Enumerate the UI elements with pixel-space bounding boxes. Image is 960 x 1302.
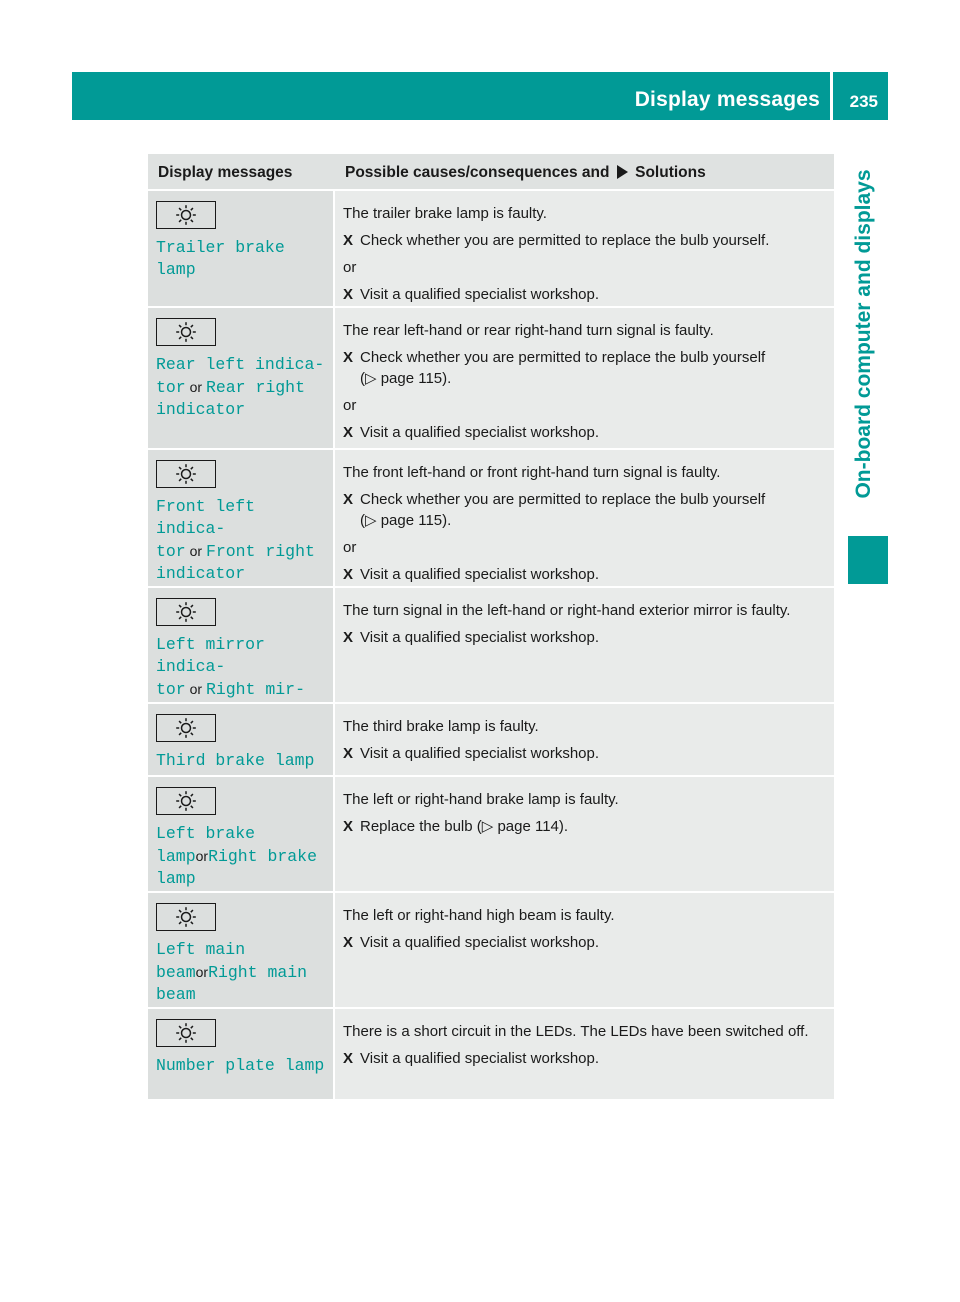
page-title: Display messages [634,88,820,111]
display-message-text: Trailer brake lamp [156,238,285,279]
display-message-line [156,376,333,399]
side-tab [840,140,888,528]
display-message-text: tor [156,542,186,561]
cause-text: or [343,259,357,276]
step-marker-icon: X [343,286,354,303]
display-message-line [156,634,333,678]
solution-cell [335,450,834,586]
header-divider [830,72,833,120]
lamp-symbol-box [156,714,216,742]
display-message-line [156,868,333,890]
solution-step [343,230,826,251]
display-message-line [156,961,333,984]
bulb-icon [175,790,197,812]
solution-step-text: Visit a qualified specialist workshop. [360,424,600,441]
solution-step [343,627,826,648]
bulb-icon [175,601,197,623]
solution-step-text: Visit a qualified specialist workshop. [360,286,600,303]
step-marker-icon: X [343,491,354,508]
solution-step [343,1048,826,1069]
solution-step-text: Check whether you are permitted to replace the bulb yourself. [360,232,770,249]
solution-arrow-icon [617,165,628,179]
solution-step [343,347,826,389]
step-marker-icon: X [343,629,354,646]
lamp-symbol-box [156,460,216,488]
cause-text: There is a short circuit in the LEDs. The LEDs have been switched off. [343,1023,809,1040]
display-message-cell [148,1009,335,1099]
display-message-text: Right main [208,963,308,982]
step-marker-icon: X [343,566,354,583]
solution-step-text: Replace the bulb (▷ page 114). [360,818,569,835]
solution-step-text: Visit a qualified specialist workshop. [360,629,600,646]
step-marker-icon: X [343,745,354,762]
cause-text: The trailer brake lamp is faulty. [343,205,547,222]
display-message-text: Left brake [156,824,256,843]
display-message-line [156,984,333,1006]
display-message-text: Front right [205,542,315,561]
solution-cell [335,588,834,702]
lamp-symbol-box [156,787,216,815]
lamp-symbol-box [156,318,216,346]
bulb-icon [175,906,197,928]
display-message-text: tor [156,680,186,699]
solution-step-body [360,932,599,953]
lamp-symbol-box [156,201,216,229]
display-message-text: Right brake [208,847,317,866]
bulb-icon [175,321,197,343]
table-body [148,191,834,1101]
solution-step-body [360,230,769,251]
column-header-display-messages: Display messages [158,164,293,181]
side-tab-marker [848,536,888,584]
table-row [148,893,834,1009]
solution-step [343,743,826,764]
step-marker-icon: X [343,349,354,366]
display-message-cell [148,588,335,702]
lamp-symbol-box [156,903,216,931]
display-message-line [156,563,333,585]
solution-step-text: Check whether you are permitted to replace the bulb yourself [360,349,766,366]
column-header-solutions-label: Solutions [635,164,706,181]
display-message-text: Left main [156,940,246,959]
display-message-cell [148,191,335,306]
step-marker-icon: X [343,1050,354,1067]
display-message-line [156,496,333,540]
bulb-icon [175,463,197,485]
solution-step-body [360,489,765,531]
solution-step-body [360,816,568,837]
display-message-text: lamp [156,869,196,888]
display-message-cell [148,450,335,586]
lamp-symbol-box [156,1019,216,1047]
cause-text: The rear left-hand or rear right-hand turn signal is faulty. [343,322,714,339]
solution-step-body [360,627,599,648]
cause-text: The third brake lamp is faulty. [343,718,539,735]
solution-step [343,284,826,305]
or-separator: or [185,543,206,559]
display-message-line [156,354,333,376]
solution-step [343,422,826,443]
step-marker-icon: X [343,232,354,249]
solution-step-text: Visit a qualified specialist workshop. [360,566,600,583]
display-message-cell [148,893,335,1007]
cause-text: The front left-hand or front right-hand turn signal is faulty. [343,464,721,481]
solution-step-body [360,1048,599,1069]
solution-step-body [360,284,599,305]
side-tab-label: On-board computer and displays [852,169,875,499]
display-message-text: indicator [156,400,246,419]
page-number: 235 [849,92,878,111]
solution-step [343,816,826,837]
display-message-line [156,540,333,563]
display-message-text: indicator [156,564,246,583]
display-messages-table [148,154,834,1101]
solution-cell [335,893,834,1007]
bulb-icon [175,204,197,226]
table-header [148,154,834,191]
table-row [148,191,834,308]
display-message-cell [148,704,335,775]
solution-step-text: Visit a qualified specialist workshop. [360,934,600,951]
solution-cell [335,704,834,775]
display-message-text: lamp [156,847,196,866]
header-bar [72,72,888,120]
or-separator: or [185,681,206,697]
step-marker-icon: X [343,934,354,951]
display-message-text: Number plate lamp [156,1056,325,1075]
solution-cell [335,1009,834,1099]
step-marker-icon: X [343,424,354,441]
table-row [148,308,834,450]
display-message-cell [148,777,335,891]
cause-text: or [343,539,357,556]
step-marker-icon: X [343,818,354,835]
display-message-text: Front left indica‐ [156,497,256,538]
column-header-causes-label: Possible causes/consequences and [345,164,610,181]
display-message-cell [148,308,335,448]
table-row [148,704,834,777]
solution-step-text: Check whether you are permitted to replace the bulb yourself [360,491,766,508]
table-row [148,777,834,893]
display-message-line [156,1055,333,1077]
cause-text: The turn signal in the left-hand or right-hand exterior mirror is faulty. [343,602,791,619]
solution-step-body [360,347,765,389]
cause-text: The left or right-hand brake lamp is faulty. [343,791,619,808]
bulb-icon [175,717,197,739]
display-message-text: Third brake lamp [156,751,315,770]
or-separator: or [185,379,206,395]
display-message-text: Right mir‐ [205,680,305,699]
solution-step-text: Visit a qualified specialist workshop. [360,745,600,762]
display-message-text: beam [156,985,196,1004]
display-message-text: Rear right [205,378,305,397]
lamp-symbol-box [156,598,216,626]
solution-step-text: Visit a qualified specialist workshop. [360,1050,600,1067]
or-separator: or [195,848,209,864]
display-message-line [156,399,333,421]
cause-text: or [343,397,357,414]
display-message-line [156,939,333,961]
display-message-line [156,678,333,701]
table-row [148,1009,834,1101]
page-reference: (▷ page 115). [360,512,452,529]
bulb-icon [175,1022,197,1044]
display-message-line [156,823,333,845]
display-message-text: tor [156,378,186,397]
solution-step [343,564,826,585]
solution-step [343,489,826,531]
column-header-solutions [335,154,834,189]
display-message-text: Rear left indica‐ [156,355,325,374]
table-row [148,588,834,704]
solution-step [343,932,826,953]
display-message-text: beam [156,963,196,982]
solution-cell [335,191,834,306]
solution-step-body [360,422,599,443]
display-message-line [156,845,333,868]
display-message-text: Left mirror indica‐ [156,635,265,676]
solution-cell [335,308,834,448]
display-message-line [156,750,333,772]
solution-step-body [360,743,599,764]
table-row [148,450,834,588]
solution-cell [335,777,834,891]
display-message-line [156,237,333,281]
page-reference: (▷ page 115). [360,370,452,387]
cause-text: The left or right-hand high beam is faulty. [343,907,615,924]
solution-step-body [360,564,599,585]
or-separator: or [195,964,209,980]
